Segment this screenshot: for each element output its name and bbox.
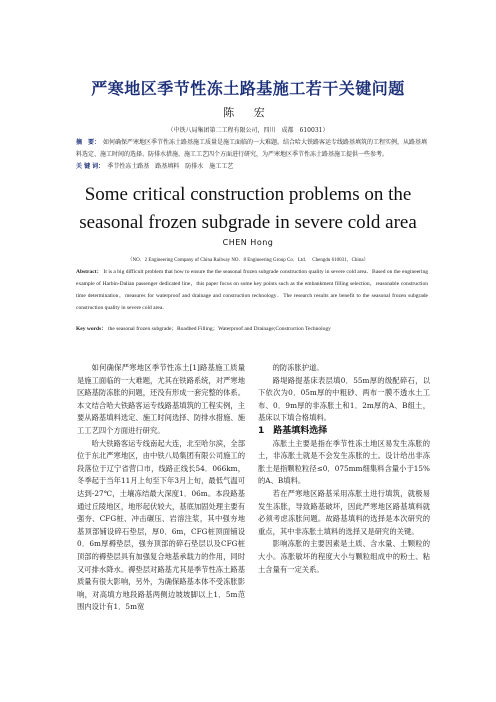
english-keywords (76, 324, 436, 332)
chinese-abstract (76, 137, 428, 161)
chinese-affiliation: （中铁八局集团第二工程有限公司，四川 成都 610031） (167, 127, 329, 134)
chinese-keywords (76, 161, 428, 173)
chinese-author: 陈 宏 (223, 106, 273, 119)
body-column-left (77, 362, 245, 614)
keywords-text-en: the seasonal frozen subgrade；Roadbed Filling；Waterproof and Drainage;Construction Technology (108, 326, 331, 332)
english-abstract (76, 266, 428, 314)
body-paragraph: 冻胀土主要是指在季节性冻土地区易发生冻胀的土，非冻胀土就是不会发生冻胀的土。设计给出非冻胀土是指颗粒粒径≤0．075mm细集料含量小于15%的A、B填料。 (258, 438, 430, 486)
english-author: CHEN Hong (222, 238, 274, 247)
english-title-line2: seasonal frozen subgrade in severe cold area (79, 212, 417, 233)
body-paragraph: 的防冻胀护道。 (272, 363, 324, 372)
body-column-right (258, 362, 430, 576)
keywords-label-zh: 关 键 词： (76, 163, 105, 170)
abstract-label-en: Abstract： (76, 269, 103, 275)
section-heading: 1 路基填料选择 (258, 425, 328, 436)
abstract-text-en: It is a big difficult problem that how to ensure the the seasonal frozen subgrade construction quality in severe cold area．Based on the engineering example of Harbin-Dalian passenger dedicated line，this paper focus on some key points such as the embankment filling selection，reasonable construction time determination，measures for waterproof and drainage and construction technology．The research results are benefit to the seasonal frozen subgrade construction quality in severe cold area． (76, 269, 428, 311)
keywords-text-zh: 季节性冻土路基 路基填料 防排水 施工工艺 (107, 163, 234, 170)
abstract-label-zh: 摘 要： (76, 139, 101, 146)
chinese-title: 严寒地区季节性冻土路基施工若干关键问题 (91, 79, 405, 98)
english-affiliation: （NO．2 Engineering Company of China Railway NO．8 Engineering Group Co．Ltd． Chengdu 610031，China） (127, 258, 369, 263)
body-paragraph: 哈大铁路客运专线南起大连，北至哈尔滨，全部位于东北严寒地区，由中铁八局集团有限公司施工的段落位于辽宁省营口市，线路正线长54．066km，冬季起于当年11月上旬至下年3月上旬，最低气温可达到-27℃，土壤冻结最大深度1．06m。本段路基通过丘陵地区，地形起伏较大，基底加固处理主要有强夯、CFG桩、冲击碾压、岩溶注浆，其中强夯地基顶部铺设碎石垫层，厚0．6m，CFG桩顶面铺设0．6m厚褥垫层，强夯顶部的碎石垫层以及CFG桩顶部的褥垫层具有加强复合地基承载力的作用，同时又可排水降水。褥垫层对路基尤其是季节性冻土路基质量有很大影响，另外，为确保路基本体不受冻胀影响，对高填方地段路基两侧边坡坡脚以上1．5m范围内设计有1．5m宽 (77, 438, 245, 612)
body-paragraph: 影响冻胀的主要因素是土质、含水量、土颗粒的大小。冻胀敏坏的程度大小与颗粒组成中的粉土、粘土含量有一定关系。 (258, 539, 430, 574)
body-paragraph: 若在严寒地区路基采用冻胀土进行填筑，就极易发生冻胀，导致路基破坏，因此严寒地区路基填料就必须考虑冻胀问题。故路基填料的选择是本次研究的重点，其中非冻胀土填料的选择又是研究的关键。 (258, 488, 430, 536)
keywords-label-en: Key words： (76, 326, 107, 332)
chinese-abstract-block (76, 137, 428, 173)
english-title-line1: Some critical construction problems on the (84, 184, 412, 205)
abstract-text-zh: 如何确保严寒地区季节性冻土路基施工质量是施工面临的一大难题。结合哈大铁路客运专线路基填筑的工程实例，从路基填料选定、施工时间的选择、防排水措施、施工工艺四个方面进行研究，为严寒地区季节性冻土路基施工提供一些参考。 (76, 139, 428, 158)
body-paragraph: 路堤路提基床表层填0．55m厚的级配碎石，以下依次为0．05m厚的中粗砂、两布一膜不透水土工布、0．9m厚的非冻胀土和1．2m厚的A、B组土，基床以下填合格填料。 (258, 375, 430, 423)
body-paragraph: 如何确保严寒地区季节性冻土[1]路基施工质量是施工面临的一大难题，尤其在铁路系统，对严寒地区路基防冻胀的问题，还没有形成一套完整的体系。本文结合哈大铁路客运专线路基填筑的工程实例，主要从路基填料选定、施工时间选择、防排水措施、施工工艺四个方面进行研究。 (77, 363, 245, 435)
english-title (0, 181, 496, 237)
